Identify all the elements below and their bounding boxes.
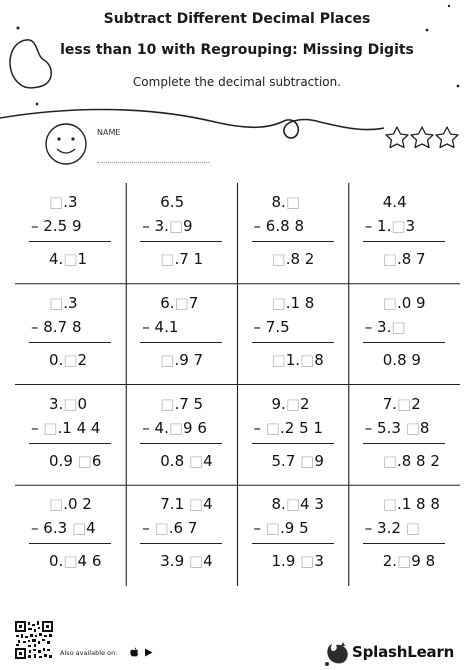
problem-cell xyxy=(349,183,460,284)
subtraction-rule xyxy=(252,342,334,343)
problem-grid xyxy=(15,183,460,586)
minuend-text[interactable]: 3.□0 xyxy=(49,394,88,413)
problem-cell xyxy=(126,284,237,385)
subtrahend-text[interactable]: – 4.1 xyxy=(142,317,179,336)
missing-digit-box[interactable]: □ xyxy=(63,552,78,571)
subtraction-rule xyxy=(140,543,222,544)
minuend-text[interactable]: □.7 5 xyxy=(160,394,204,413)
subtraction-rule xyxy=(29,443,111,444)
difference-text[interactable]: 0.8 □4 xyxy=(160,451,213,470)
subtrahend-text[interactable]: – □.1 4 4 xyxy=(31,418,101,437)
difference-text[interactable]: □.8 8 2 xyxy=(382,451,440,470)
subtraction-rule xyxy=(252,543,334,544)
minuend-text[interactable]: 7.□2 xyxy=(382,394,421,413)
minuend-text[interactable]: 7.1 □4 xyxy=(160,495,213,514)
difference-text[interactable]: 0.8 9 xyxy=(382,350,421,369)
problem-cell xyxy=(126,183,237,284)
missing-digit-box[interactable]: □ xyxy=(300,350,315,369)
difference-text[interactable]: 1.9 □3 xyxy=(271,552,324,571)
missing-digit-box[interactable]: □ xyxy=(168,217,184,235)
minuend-text[interactable]: □.1 8 xyxy=(271,293,315,312)
difference-text[interactable]: 3.9 □4 xyxy=(160,552,213,571)
missing-digit-box[interactable]: □ xyxy=(63,394,78,413)
dot-decoration xyxy=(36,103,39,106)
missing-digit-box[interactable]: □ xyxy=(265,418,280,437)
subtraction-rule xyxy=(29,342,111,343)
missing-digit-box[interactable]: □ xyxy=(160,250,175,268)
missing-digit-box[interactable]: □ xyxy=(300,451,315,470)
missing-digit-box[interactable]: □ xyxy=(174,293,189,312)
play-store-icon[interactable] xyxy=(144,648,153,657)
problem-cell xyxy=(349,284,460,385)
minuend-text[interactable]: 6.□7 xyxy=(160,293,199,312)
subtraction-rule xyxy=(363,241,445,242)
missing-digit-box[interactable]: □ xyxy=(77,451,92,470)
subtrahend-text[interactable]: – □.6 7 xyxy=(142,519,198,538)
missing-digit-box[interactable]: □ xyxy=(160,394,175,413)
missing-digit-box[interactable]: □ xyxy=(265,519,280,538)
subtraction-rule xyxy=(140,342,222,343)
difference-text[interactable]: □.8 7 xyxy=(382,250,426,268)
problem-cell xyxy=(349,385,460,486)
missing-digit-box[interactable]: □ xyxy=(188,451,204,470)
difference-text[interactable]: □.8 2 xyxy=(271,250,315,268)
star-outline-icon xyxy=(436,127,458,148)
missing-digit-box[interactable]: □ xyxy=(391,317,406,336)
subtrahend-text[interactable]: – 4.□9 6 xyxy=(142,418,207,437)
subtraction-rule xyxy=(363,443,445,444)
missing-digit-box[interactable]: □ xyxy=(63,350,78,369)
difference-text[interactable]: □1.□8 xyxy=(271,350,324,369)
subtrahend-text[interactable]: – 3.2 □ xyxy=(364,519,420,538)
problem-cell xyxy=(238,284,349,385)
name-label: NAME xyxy=(97,128,121,137)
minuend-text[interactable]: □.3 xyxy=(49,193,78,211)
missing-digit-box[interactable]: □ xyxy=(397,394,412,413)
missing-digit-box[interactable]: □ xyxy=(405,418,420,437)
dot-decoration xyxy=(448,5,450,7)
problem-cell xyxy=(349,485,460,586)
difference-text[interactable]: 4.□1 xyxy=(49,250,88,268)
minuend-text[interactable]: □.0 9 xyxy=(382,293,426,312)
subtraction-rule xyxy=(363,342,445,343)
difference-text[interactable]: 0.9 □6 xyxy=(49,451,102,470)
missing-digit-box[interactable]: □ xyxy=(49,193,64,211)
problem-cell xyxy=(15,183,126,284)
problem-cell xyxy=(238,183,349,284)
missing-digit-box[interactable]: □ xyxy=(63,250,78,268)
subtraction-rule xyxy=(363,543,445,544)
subtraction-rule xyxy=(140,443,222,444)
missing-digit-box[interactable]: □ xyxy=(300,552,315,571)
missing-digit-box[interactable]: □ xyxy=(271,350,286,369)
splashlearn-logo-icon xyxy=(324,641,350,667)
subtraction-rule xyxy=(29,241,111,242)
problem-cell xyxy=(238,485,349,586)
missing-digit-box[interactable]: □ xyxy=(49,495,64,514)
missing-digit-box[interactable]: □ xyxy=(188,552,204,571)
missing-digit-box[interactable]: □ xyxy=(391,217,406,235)
missing-digit-box[interactable]: □ xyxy=(405,519,420,538)
minuend-text[interactable]: □.0 2 xyxy=(49,495,92,514)
subtrahend-text[interactable]: – 1.□3 xyxy=(364,217,416,235)
difference-text[interactable]: □.9 7 xyxy=(160,350,204,369)
smiley-face-icon xyxy=(46,124,86,164)
missing-digit-box[interactable]: □ xyxy=(168,418,184,437)
missing-digit-box[interactable]: □ xyxy=(285,193,301,211)
instruction-text: Complete the decimal subtraction. xyxy=(132,75,342,89)
worksheet-title-line-1: Subtract Different Decimal Places xyxy=(103,11,371,27)
minuend-text[interactable]: 9.□2 xyxy=(271,394,310,413)
missing-digit-box[interactable]: □ xyxy=(382,293,397,312)
subtrahend-text[interactable]: – 6.3 □4 xyxy=(31,519,96,538)
subtrahend-text[interactable]: – 2.5 9 xyxy=(31,217,82,235)
minuend-text[interactable]: 4.4 xyxy=(382,193,407,211)
missing-digit-box[interactable]: □ xyxy=(49,293,64,312)
subtraction-rule xyxy=(140,241,222,242)
name-input-line[interactable] xyxy=(97,162,209,163)
minuend-text[interactable]: 8.□4 3 xyxy=(271,495,324,514)
subtrahend-text[interactable]: – □.9 5 xyxy=(253,519,309,538)
subtrahend-text[interactable]: – 8.7 8 xyxy=(31,317,82,336)
subtrahend-text[interactable]: – □.2 5 1 xyxy=(253,418,323,437)
difference-text[interactable]: 5.7 □9 xyxy=(271,451,324,470)
apple-icon[interactable] xyxy=(130,647,139,657)
subtrahend-text[interactable]: – 7.5 xyxy=(253,317,290,336)
missing-digit-box[interactable]: □ xyxy=(43,418,58,437)
dot-decoration xyxy=(426,29,429,32)
missing-digit-box[interactable]: □ xyxy=(382,250,397,268)
minuend-text[interactable]: □.3 xyxy=(49,293,78,312)
missing-digit-box[interactable]: □ xyxy=(271,293,286,312)
minuend-text[interactable]: 6.5 xyxy=(160,193,185,211)
difference-text[interactable]: 0.□2 xyxy=(49,350,88,369)
missing-digit-box[interactable]: □ xyxy=(285,495,301,514)
problem-cell xyxy=(15,385,126,486)
subtrahend-text[interactable]: – 5.3 □8 xyxy=(364,418,430,437)
difference-text[interactable]: □.7 1 xyxy=(160,250,204,268)
subtrahend-text[interactable]: – 6.8 8 xyxy=(253,217,304,235)
minuend-text[interactable]: □.1 8 8 xyxy=(382,495,440,514)
missing-digit-box[interactable]: □ xyxy=(188,495,204,514)
problem-cell xyxy=(126,385,237,486)
problem-cell xyxy=(15,284,126,385)
qr-code-icon xyxy=(14,620,54,660)
subtraction-rule xyxy=(29,543,111,544)
subtrahend-text[interactable]: – 3.□9 xyxy=(142,217,193,235)
subtrahend-text[interactable]: – 3.□ xyxy=(364,317,406,336)
subtraction-rule xyxy=(252,241,334,242)
missing-digit-box[interactable]: □ xyxy=(285,394,301,413)
problem-cell xyxy=(15,485,126,586)
minuend-text[interactable]: 8.□ xyxy=(271,193,301,211)
also-available-text: Also available on: xyxy=(60,649,118,657)
subtraction-rule xyxy=(252,443,334,444)
missing-digit-box[interactable]: □ xyxy=(382,451,397,470)
worksheet-title-line-2: less than 10 with Regrouping: Missing Digits xyxy=(60,42,414,58)
missing-digit-box[interactable]: □ xyxy=(71,519,87,538)
difference-text[interactable]: 0.□4 6 xyxy=(49,552,102,571)
missing-digit-box[interactable]: □ xyxy=(160,350,175,369)
problem-cell xyxy=(126,485,237,586)
missing-digit-box[interactable]: □ xyxy=(154,519,169,538)
difference-text[interactable]: 2.□9 8 xyxy=(382,552,436,571)
star-outline-icon xyxy=(386,127,408,148)
brand-name: SplashLearn xyxy=(352,643,455,661)
problem-cell xyxy=(238,385,349,486)
missing-digit-box[interactable]: □ xyxy=(397,552,412,571)
missing-digit-box[interactable]: □ xyxy=(382,495,397,514)
missing-digit-box[interactable]: □ xyxy=(271,250,286,268)
star-outline-icon xyxy=(411,127,433,148)
